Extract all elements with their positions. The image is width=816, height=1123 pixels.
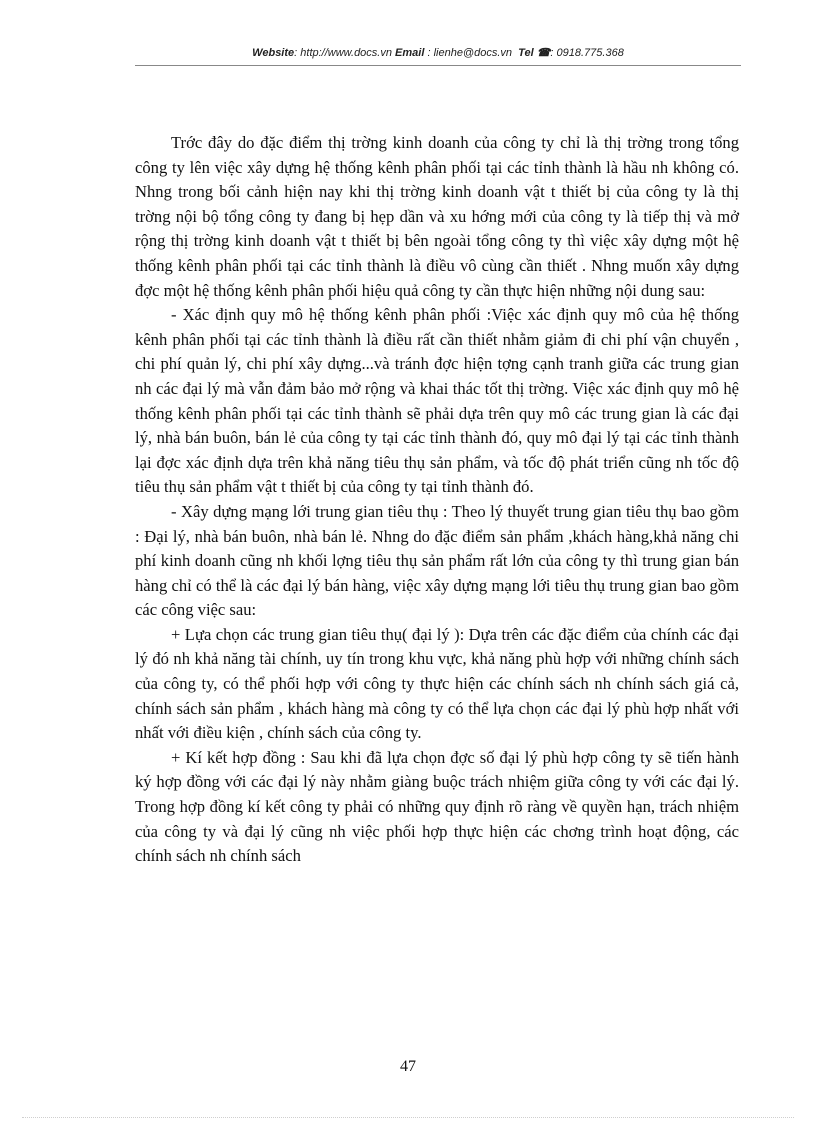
- header-divider: [135, 65, 741, 66]
- paragraph-3: - Xây dựng mạng lới trung gian tiêu thụ : Theo lý thuyết trung gian tiêu thụ bao gồm : Đại lý, nhà bán buôn, nhà bán lẻ. Nhng do đặc điểm sản phẩm ,khách hàng,khả năng chi phí kinh doanh cũng nh khối lợng tiêu thụ sản phẩm rất lớn của công ty thì trung gian bán hàng chỉ có thể là các đại lý bán hàng, việc xây dựng mạng lới tiêu thụ trung gian bao gồm các công việc sau:: [135, 501, 739, 620]
- website-url: : http://www.docs.vn: [294, 47, 392, 59]
- email-address: : lienhe@docs.vn: [424, 47, 513, 59]
- email-label: Email: [395, 47, 425, 59]
- tel-number: : 0918.775.368: [550, 47, 624, 59]
- paragraph-5: + Kí kết hợp đồng : Sau khi đã lựa chọn đợc số đại lý phù hợp công ty sẽ tiến hành ký hợp đồng với các đại lý này nhằm giàng buộc trách nhiệm giữa công ty với các đại lý. Trong hợp đồng kí kết công ty phải có những quy định rõ ràng về quyền hạn, trách nhiệm của công ty và đại lý cũng nh việc phối hợp thực hiện các chơng trình hoạt động, các chính sách nh chính sách: [135, 747, 739, 866]
- footer-divider: [22, 1117, 794, 1118]
- paragraph-1: Trớc đây do đặc điểm thị trờng kinh doanh của công ty chỉ là thị trờng trong tổng công ty lên việc xây dựng hệ thống kênh phân phối tại các tỉnh thành là hầu nh không có. Nhng trong bối cảnh hiện nay khi thị trờng kinh doanh vật t thiết bị của công ty là thị trờng nội bộ tổng công ty đang bị hẹp dần và xu hớng mới của công ty là tiếp thị và mở rộng thị trờng kinh doanh vật t thiết bị bên ngoài tổng công ty thì việc xây dựng một hệ thống kênh phân phối tại các tỉnh thành là điều vô cùng cần thiết . Nhng muốn xây dựng đợc một hệ thống kênh phân phối hiệu quả công ty cần thực hiện những nội dung sau:: [135, 133, 739, 300]
- website-label: Website: [252, 47, 295, 59]
- paragraph-4: + Lựa chọn các trung gian tiêu thụ( đại lý ): Dựa trên các đặc điểm của chính các đại lý đó nh khả năng tài chính, uy tín trong khu vực, khả năng phù hợp với những chính sách của công ty, có thể phối hợp với công ty thực hiện các chính sách nh chính sách giá cả, chính sách sản phẩm , khách hàng mà công ty có thể lựa chọn các đại lý phù hợp nhất với nhất với điều kiện , chính sách của công ty.: [135, 624, 739, 743]
- tel-label: Tel: [518, 47, 534, 59]
- phone-icon: ☎: [536, 47, 551, 59]
- page-number: 47: [400, 1058, 416, 1075]
- paragraph-2: - Xác định quy mô hệ thống kênh phân phối :Việc xác định quy mô của hệ thống kênh phân phối tại các tỉnh thành là điều rất cần thiết nhằm giảm đi chi phí vận chuyển , chi phí quản lý, chi phí xây dựng...và tránh đợc hiện tợng cạnh tranh giữa các trung gian nh các đại lý mà vẫn đảm bảo mở rộng và khai thác tốt thị trờng. Việc xác định quy mô hệ thống kênh phân phối tại các tỉnh thành sẽ phải dựa trên quy mô các trung gian là các đại lý, nhà bán buôn, bán lẻ của công ty tại các tỉnh thành đó, quy mô đại lý tại các tỉnh thành lại đợc xác định dựa trên khả năng tiêu thụ sản phẩm, và tốc độ phát triển cũng nh tốc độ tiêu thụ sản phẩm vật t thiết bị của công ty tại tỉnh thành đó.: [135, 305, 739, 497]
- page-header: [135, 46, 741, 59]
- document-body: [135, 131, 739, 869]
